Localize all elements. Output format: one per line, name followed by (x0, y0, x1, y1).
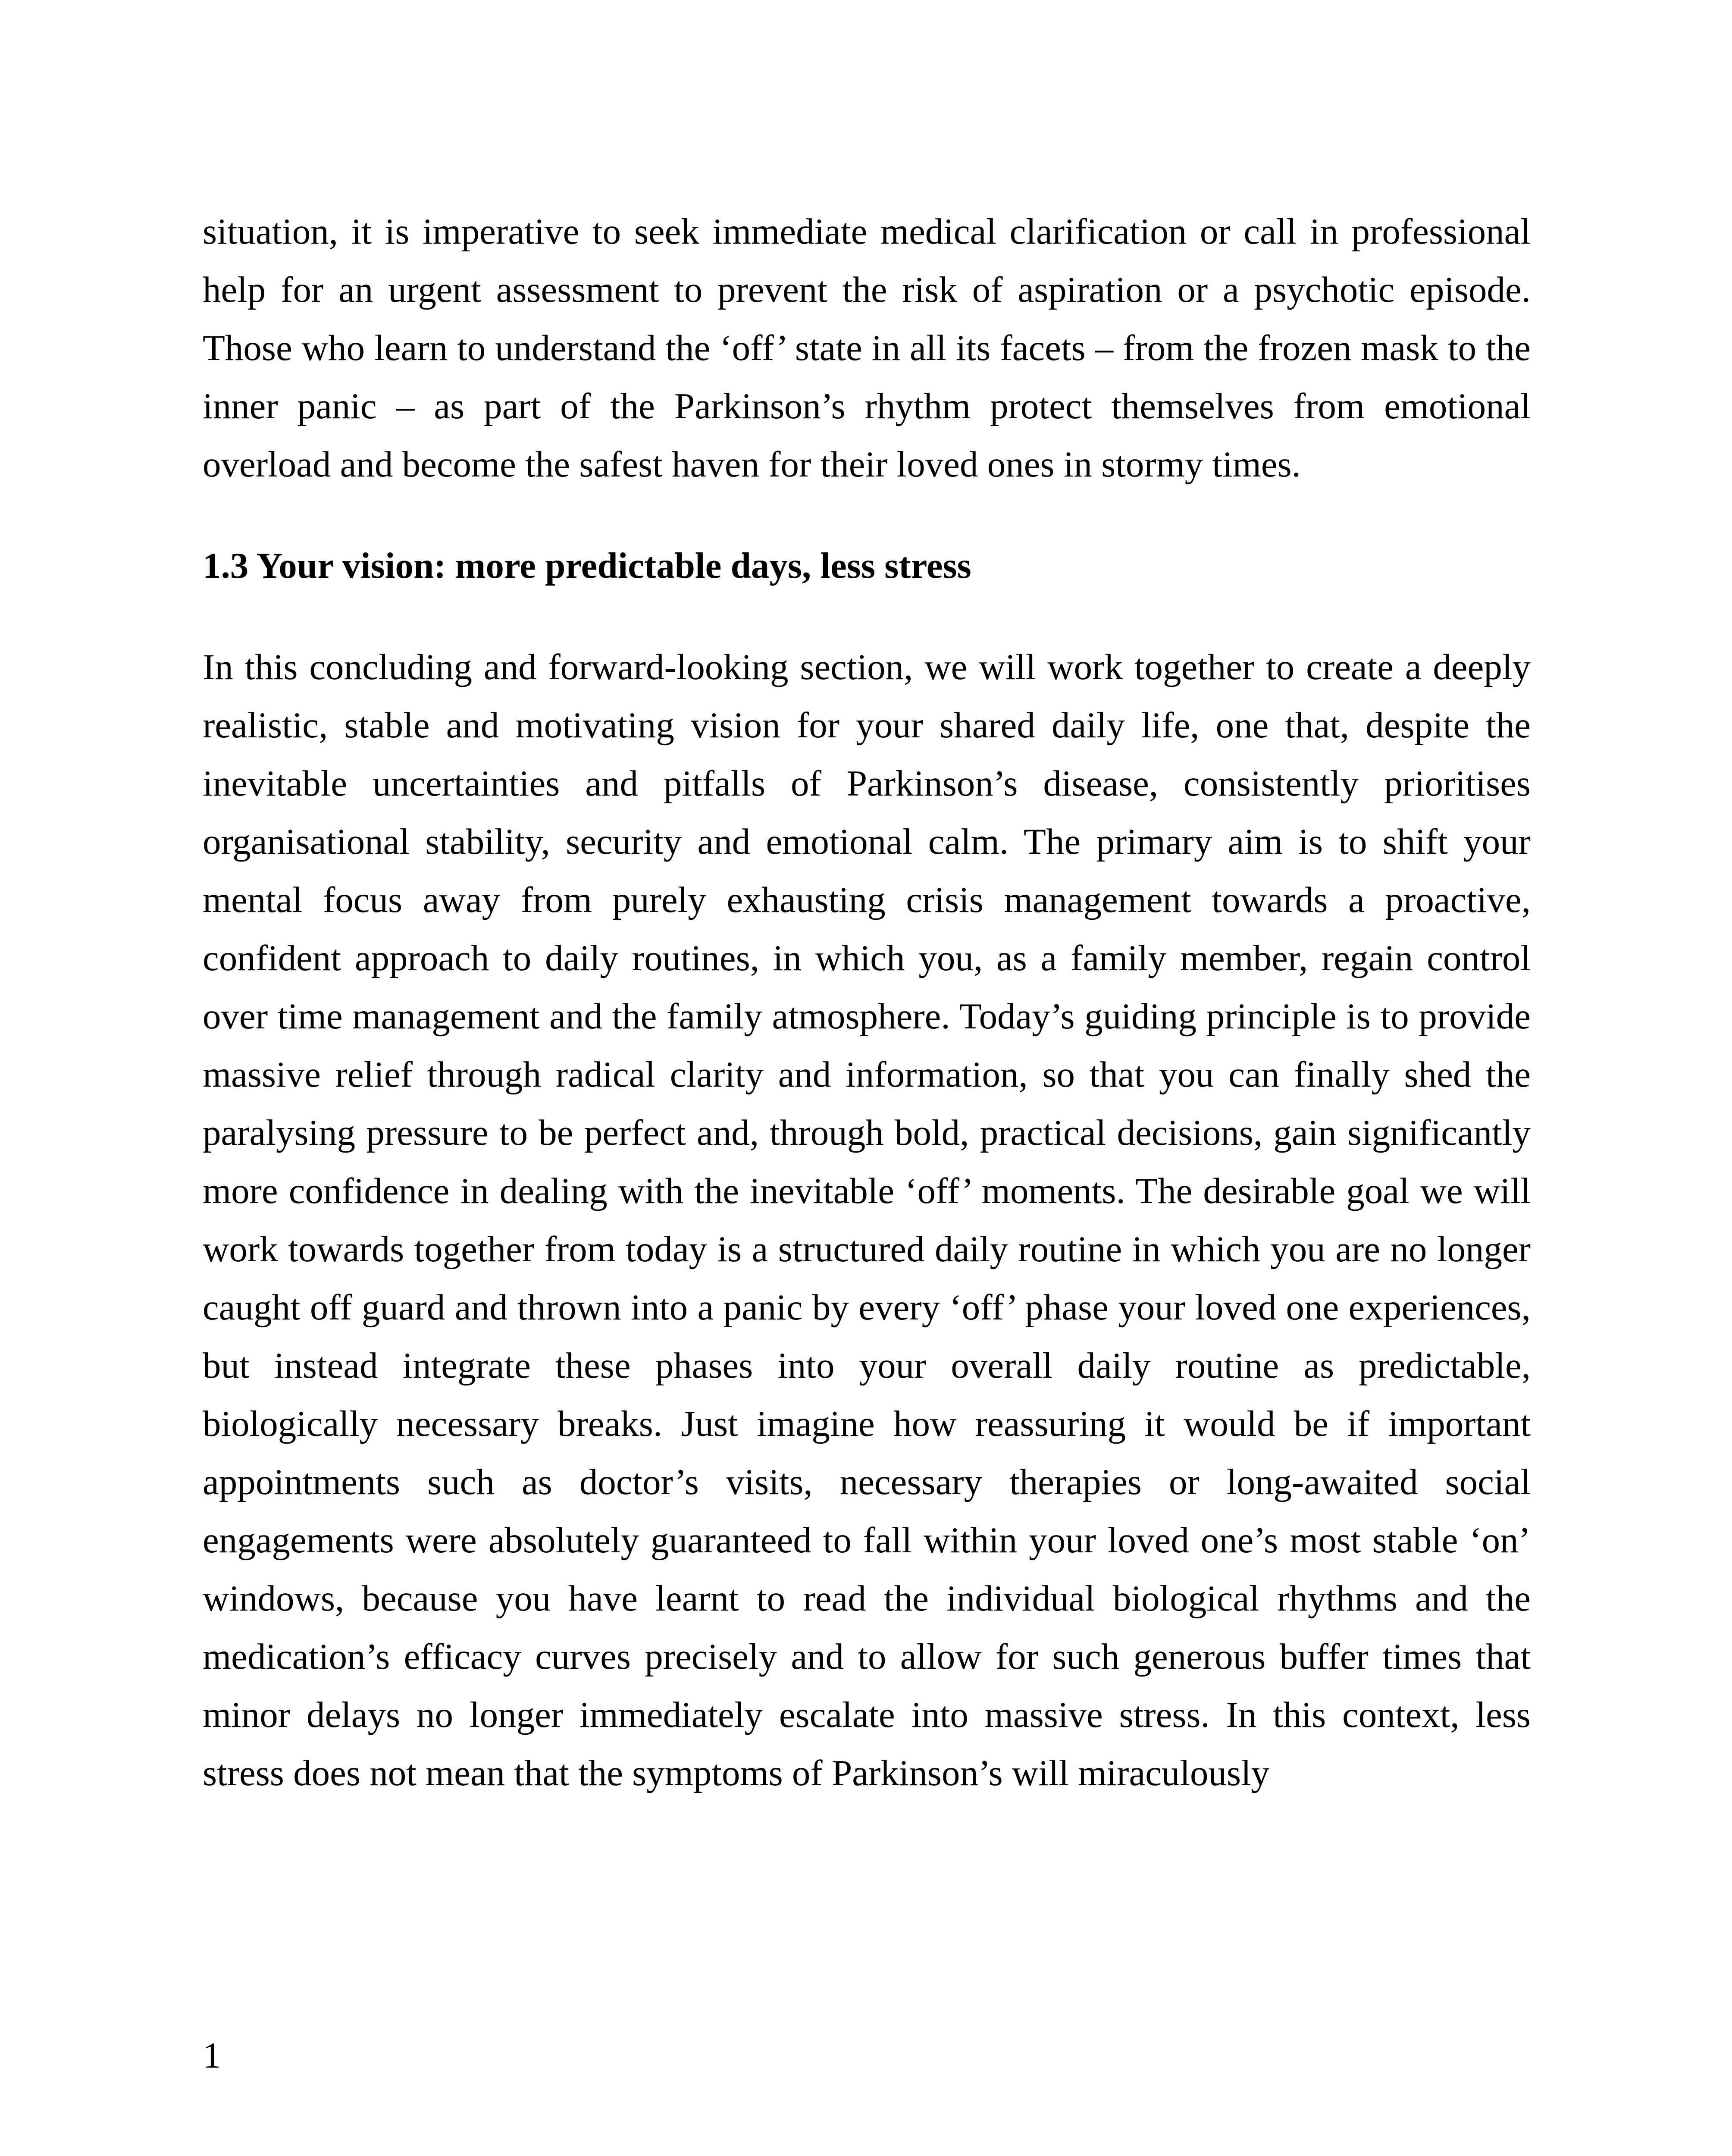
page-number: 1 (203, 2035, 221, 2076)
page-content (203, 203, 1531, 1802)
body-paragraph-continued: situation, it is imperative to seek immediate medical clarification or call in professional help for an urgent assessment to prevent the risk of aspiration or a psychotic episode. Those who learn to understand the ‘off’ state in all its facets – from the frozen mask to the inner panic – as part of the Parkinson’s rhythm protect themselves from emotional overload and become the safest haven for their loved ones in stormy times. (203, 211, 1531, 485)
body-paragraph: In this concluding and forward-looking section, we will work together to create a deeply realistic, stable and motivating vision for your shared daily life, one that, despite the inevitable uncertainties and pitfalls of Parkinson’s disease, consistently prioritises organisational stability, security and emotional calm. The primary aim is to shift your mental focus away from purely exhausting crisis management towards a proactive, confident approach to daily routines, in which you, as a family member, regain control over time management and the family atmosphere. Today’s guiding principle is to provide massive relief through radical clarity and information, so that you can finally shed the paralysing pressure to be perfect and, through bold, practical decisions, gain significantly more confidence in dealing with the inevitable ‘off’ moments. The desirable goal we will work towards together from today is a structured daily routine in which you are no longer caught off guard and thrown into a panic by every ‘off’ phase your loved one experiences, but instead integrate these phases into your overall daily routine as predictable, biologically necessary breaks. Just imagine how reassuring it would be if important appointments such as doctor’s visits, necessary therapies or long-awaited social engagements were absolutely guaranteed to fall within your loved one’s most stable ‘on’ windows, because you have learnt to read the individual biological rhythms and the medication’s efficacy curves precisely and to allow for such generous buffer times that minor delays no longer immediately escalate into massive stress. In this context, less stress does not mean that the symptoms of Parkinson’s will miraculously (203, 647, 1531, 1793)
section-heading: 1.3 Your vision: more predictable days, less stress (203, 545, 971, 586)
